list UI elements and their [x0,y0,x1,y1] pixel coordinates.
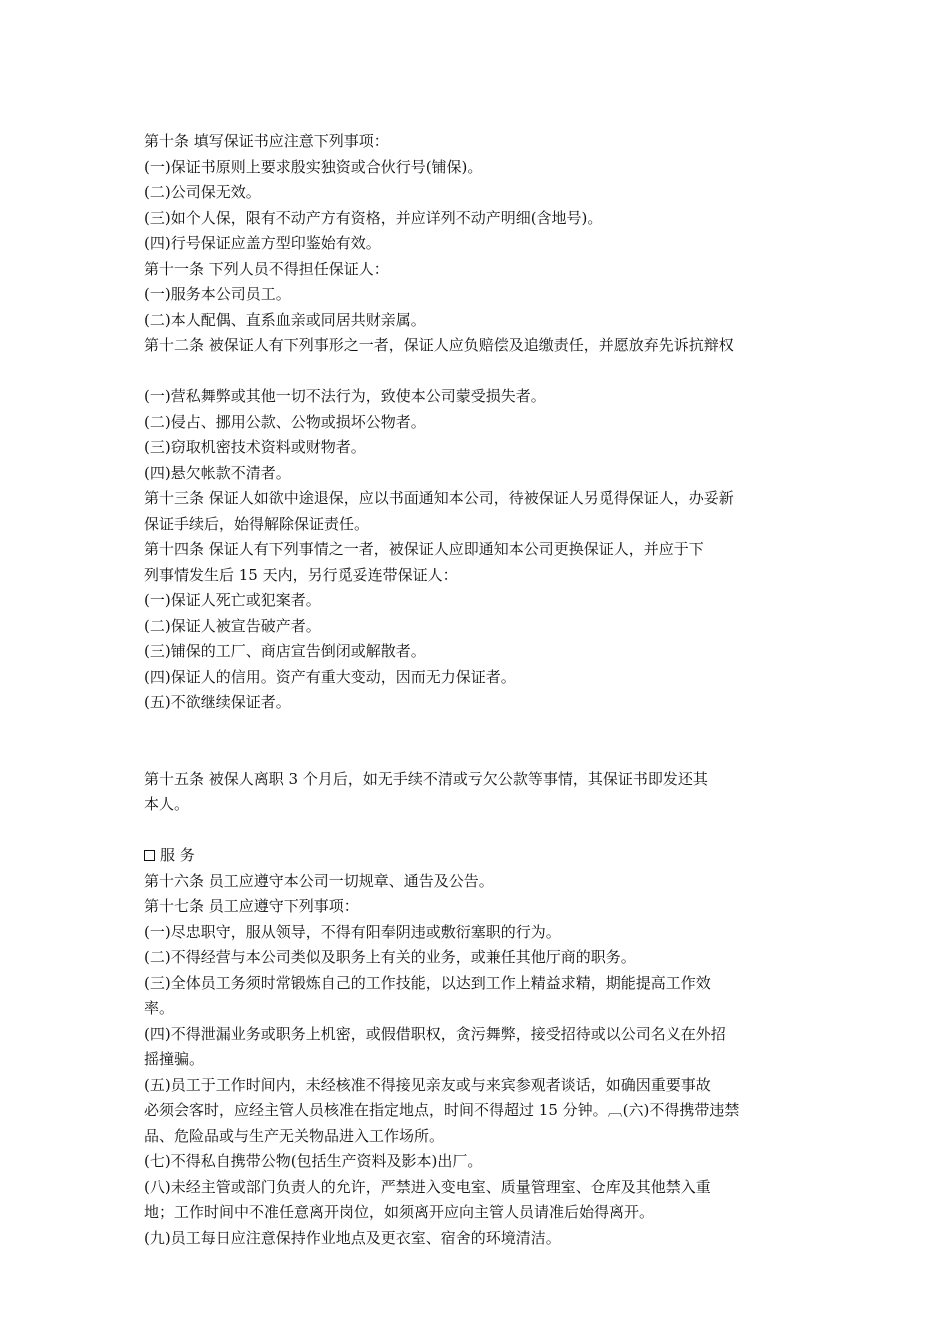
block-liability [144,384,824,716]
text-line: (二)公司保无效。 [144,183,261,201]
text-line: 第十六条 员工应遵守本公司一切规章、通告及公告。 [144,871,494,890]
text-line: (三)铺保的工厂、商店宣告倒闭或解散者。 [144,642,426,660]
text-line: (三)窃取机密技术资料或财物者。 [144,438,366,456]
text-line: (一)尽忠职守，服从领导，不得有阳奉阴违或敷衍塞职的行为。 [144,922,561,941]
text-line: (三)如个人保，限有不动产方有资格，并应详列不动产明细(含地号)。 [144,208,603,227]
document-body [144,129,824,1251]
text-line: (一)营私舞弊或其他一切不法行为，致使本公司蒙受损失者。 [144,387,546,405]
text-line: 第十二条 被保证人有下列事形之一者，保证人应负赔偿及追缴责任，并愿放弃先诉抗辩权 [144,336,734,354]
text-line: 品、危险品或与生产无关物品进入工作场所。 [144,1126,445,1145]
text-line: (四)悬欠帐款不清者。 [144,463,291,482]
text-line: 本人。 [144,795,190,813]
square-bullet-icon [144,850,155,861]
text-line: 列事情发生后 15 天内，另行觅妥连带保证人： [144,565,458,584]
blank-line [144,818,824,844]
text-line: 第十条 填写保证书应注意下列事项： [144,132,389,150]
text-line: (一)保证书原则上要求殷实独资或合伙行号(铺保)。 [144,157,483,176]
blank-space [144,716,824,767]
text-line: 摇撞骗。 [144,1050,205,1068]
text-line: (二)保证人被宣告破产者。 [144,616,321,635]
text-line: (四)行号保证应盖方型印鉴始有效。 [144,234,381,252]
text-line: (三)全体员工务须时常锻炼自己的工作技能，以达到工作上精益求精，期能提高工作效 [144,973,711,992]
text-line: (四)保证人的信用。资产有重大变动，因而无力保证者。 [144,667,516,686]
text-line: (四)不得泄漏业务或职务上机密，或假借职权，贪污舞弊，接受招待或以公司名义在外招 [144,1024,726,1043]
text-line: 第十五条 被保人离职 3 个月后，如无手续不清或亏欠公款等事情，其保证书即发还其 [144,769,708,788]
text-line: 必须会客时，应经主管人员核准在指定地点，时间不得超过 15 分钟。︹(六)不得携带违禁 [144,1101,740,1119]
section-title: 服 务 [160,846,195,864]
text-line: (二)不得经营与本公司类似及职务上有关的业务，或兼任其他厅商的职务。 [144,948,636,966]
text-line: 第十三条 保证人如欲中途退保，应以书面通知本公司，待被保证人另觅得保证人，办妥新 [144,489,734,507]
text-line: 率。 [144,999,175,1017]
block-return [144,767,824,818]
block-guarantee-rules [144,129,824,359]
text-line: (一)保证人死亡或犯案者。 [144,591,321,609]
section-heading [144,843,824,869]
text-line: 第十一条 下列人员不得担任保证人： [144,259,389,278]
blank-line [144,359,824,385]
text-line: (二)本人配偶、直系血亲或同居共财亲属。 [144,310,426,329]
text-line: 保证手续后，始得解除保证责任。 [144,514,370,533]
text-line: 地；工作时间中不准任意离开岗位，如须离开应向主管人员请准后始得离开。 [144,1203,655,1221]
text-line: (二)侵占、挪用公款、公物或损坏公物者。 [144,412,426,431]
text-line: (五)不欲继续保证者。 [144,693,291,711]
block-service [144,869,824,1252]
text-line: (一)服务本公司员工。 [144,285,291,303]
text-line: (九)员工每日应注意保持作业地点及更衣室、宿舍的环境清洁。 [144,1228,561,1247]
text-line: 第十四条 保证人有下列事情之一者，被保证人应即通知本公司更换保证人，并应于下 [144,540,704,558]
text-line: (五)员工于工作时间内，未经核准不得接见亲友或与来宾参观者谈话，如确因重要事故 [144,1075,711,1094]
text-line: (七)不得私自携带公物(包括生产资料及影本)出厂。 [144,1152,483,1170]
text-line: (八)未经主管或部门负责人的允许，严禁进入变电室、质量管理室、仓库及其他禁入重 [144,1177,711,1196]
text-line: 第十七条 员工应遵守下列事项： [144,897,359,915]
